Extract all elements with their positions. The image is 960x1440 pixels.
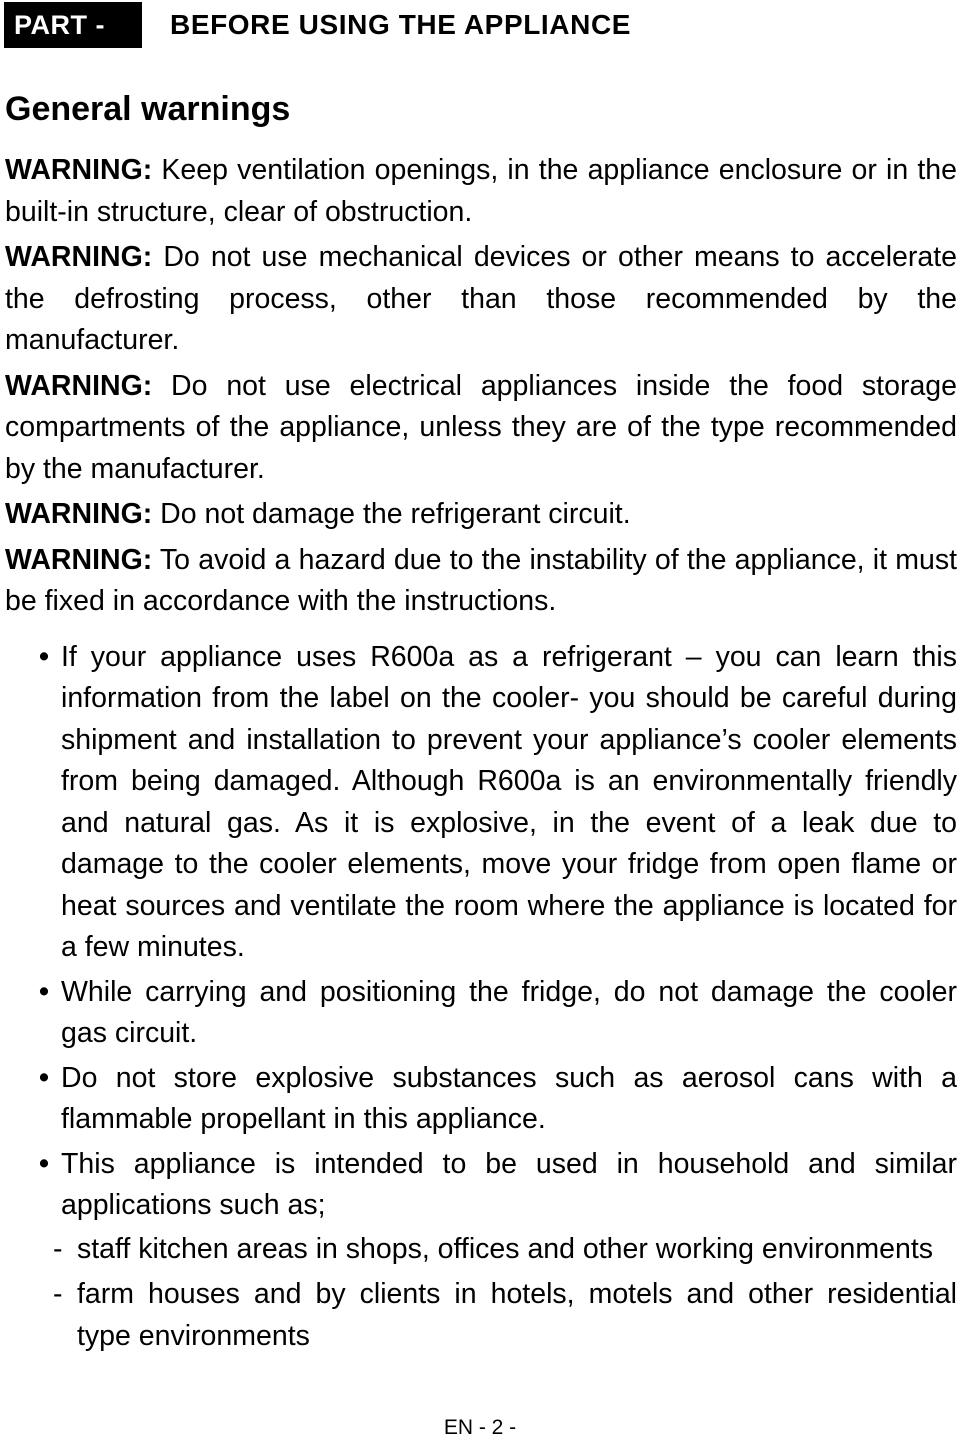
sub-item-text: staff kitchen areas in shops, offices and other working environments	[77, 1232, 934, 1265]
part-label: PART - 1.	[4, 2, 142, 48]
bullet-item	[5, 1144, 957, 1358]
warning-text: Do not use mechanical devices or other means to accelerate the defrosting process, other than those recommended by the manufacturer.	[5, 241, 957, 356]
warning-paragraph	[5, 150, 957, 233]
warning-paragraph	[5, 237, 957, 362]
warning-label: WARNING:	[5, 241, 153, 273]
bullet-marker: •	[39, 1147, 49, 1180]
bullet-item	[5, 972, 957, 1055]
bullet-text: Do not store explosive substances such as aerosol cans with a flammable propellant in this appliance.	[61, 1061, 957, 1135]
section-title: General warnings	[5, 90, 291, 128]
sub-item-text: farm houses and by clients in hotels, motels and other residential type environments	[77, 1278, 957, 1352]
bullet-item	[5, 637, 957, 969]
bullet-marker: •	[39, 640, 49, 673]
warning-label: WARNING:	[5, 369, 153, 402]
bullet-marker: •	[39, 1061, 49, 1094]
warning-text: To avoid a hazard due to the instability of the appliance, it must be fixed in accordance with the instructions.	[5, 543, 957, 617]
warning-paragraph	[5, 494, 957, 536]
page-number: EN - 2 -	[443, 1416, 517, 1439]
bullet-text: While carrying and positioning the fridge, do not damage the cooler gas circuit.	[61, 975, 957, 1049]
warning-text: Do not damage the refrigerant circuit.	[152, 498, 631, 530]
warning-text: Keep ventilation openings, in the appliance enclosure or in the built-in structure, clear of obstruction.	[5, 154, 957, 228]
warning-label: WARNING:	[5, 543, 153, 576]
sub-item	[53, 1274, 957, 1357]
page-content	[5, 150, 957, 1361]
sub-item-marker: -	[53, 1232, 63, 1265]
sub-item-marker: -	[53, 1278, 63, 1310]
page-header	[4, 2, 632, 86]
bullet-list	[5, 637, 957, 1358]
warning-paragraph	[5, 540, 957, 623]
warning-label: WARNING:	[5, 498, 153, 530]
part-title: BEFORE USING THE APPLIANCE	[170, 9, 632, 40]
warning-paragraph	[5, 366, 957, 491]
bullet-text: This appliance is intended to be used in household and similar applications such as;	[61, 1147, 957, 1221]
bullet-text: If your appliance uses R600a as a refrigerant – you can learn this information from the label on the cooler- you should be careful during shipment and installation to prevent your appliance’s cooler elements from being damaged. Although R600a is an environmentally friendly and natural gas. As it is explosive, in the event of a leak due to damage to the cooler elements, move your fridge from open flame or heat sources and ventilate the room where the appliance is located for a few minutes.	[61, 640, 957, 963]
bullet-marker: •	[39, 975, 49, 1008]
warning-label: WARNING:	[5, 154, 153, 186]
bullet-item	[5, 1058, 957, 1141]
sub-list	[53, 1229, 957, 1358]
warning-text: Do not use electrical appliances inside the food storage compartments of the appliance, unless they are of the type recommended by the manufacturer.	[5, 369, 957, 485]
sub-item	[53, 1229, 957, 1271]
